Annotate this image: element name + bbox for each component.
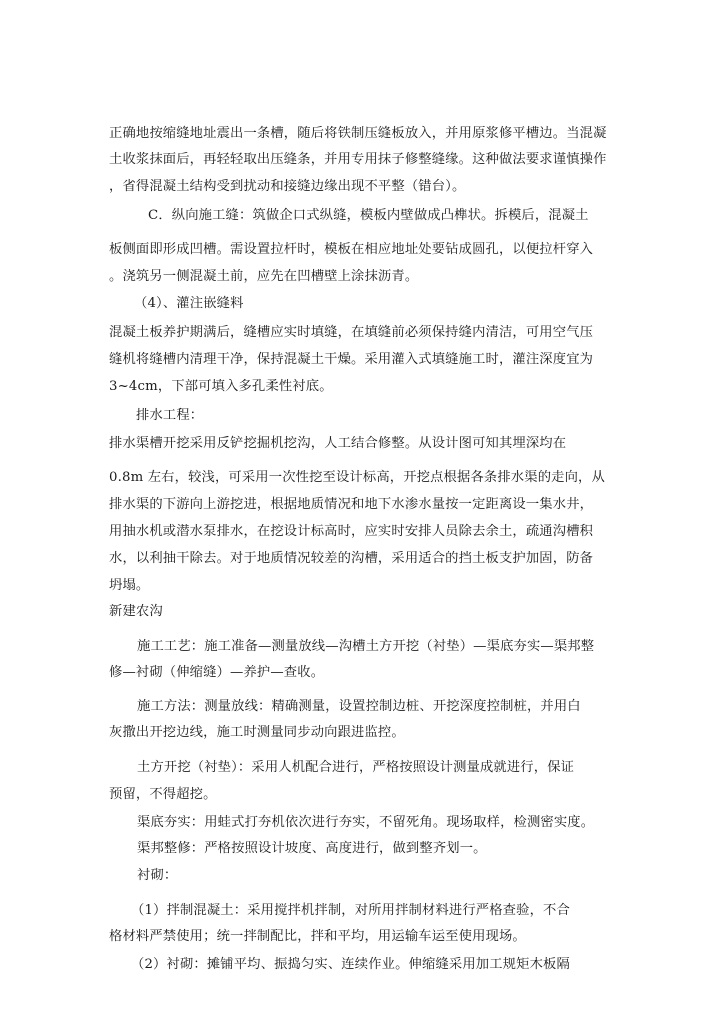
text-line: 渠底夯实：用蛙式打夯机依次进行夯实，不留死角。现场取样，检测密实度。: [137, 815, 595, 830]
text-line: 混凝土板养护期满后，缝槽应实时填缝，在填缝前必须保持缝内清洁，可用空气压: [109, 325, 594, 340]
text-line: 水，以利抽干除去。对于地质情况较差的沟槽，采用适合的挡土板支护加固，防备: [109, 551, 594, 566]
text-line: 0.8m 左右，较浅，可采用一次性挖至设计标高，开挖点根据各条排水渠的走向，从: [109, 470, 605, 485]
text-line: 排水渠的下游向上游挖进，根据地质情况和地下水渗水量按一定距离设一集水井，: [109, 497, 594, 512]
text-line: ，省得混凝土结构受到扰动和接缝边缘出现不平整（错台）。: [109, 179, 466, 194]
text-line: （2）衬砌：摊铺平均、振捣匀实、连续作业。伸缩缝采用加工规矩木板隔: [131, 957, 570, 972]
text-line: 坍塌。: [109, 578, 150, 593]
text-line: 用抽水机或潜水泵排水，在挖设计标高时，应实时安排人员除去余土，疏通沟槽积: [109, 524, 594, 539]
section-heading: 排水工程：: [136, 408, 204, 423]
text-line: 渠邦整修：严格按照设计坡度、高度进行，做到整齐划一。: [137, 841, 487, 856]
text-line: 修—衬砌（伸缩缝）—养护—查收。: [109, 665, 325, 680]
text-line: 板侧面即形成凹槽。需设置拉杆时，模板在相应地址处要钻成圆孔，以便拉杆穿入: [109, 242, 594, 257]
text-line: 土方开挖（衬垫）：采用人机配合进行，严格按照设计测量成就进行，保证: [137, 760, 575, 775]
text-line: 格材料严禁使用；统一拌制配比，拌和平均，用运输车运至使用现场。: [109, 929, 526, 944]
text-line: 正确地按缩缝地址震出一条槽，随后将铁制压缝板放入，并用原浆修平槽边。当混凝: [109, 126, 607, 141]
text-line: 排水渠槽开挖采用反铲挖掘机挖沟，人工结合修整。从设计图可知其埋深均在: [109, 436, 567, 451]
text-line: 土收浆抹面后，再轻轻取出压缝条，并用专用抹子修整缝缘。这种做法要求谨慎操作: [109, 152, 607, 167]
section-heading: （4）、灌注嵌缝料: [134, 296, 244, 311]
text-line: 缝机将缝槽内清理干净，保持混凝土干燥。采用灌入式填缝施工时，灌注深度宜为: [109, 352, 594, 367]
section-heading: 衬砌：: [137, 868, 178, 883]
text-line: 施工方法：测量放线：精确测量，设置控制边桩、开挖深度控制桩，并用白: [137, 699, 581, 714]
section-heading: 新建农沟: [109, 604, 163, 619]
text-line: （1）拌制混凝土：采用搅拌机拌制，对所用拌制材料进行严格查验，不合: [131, 903, 570, 918]
text-line: 灰撒出开挖边线，施工时测量同步动向跟进监控。: [109, 725, 405, 740]
text-line: C．纵向施工缝：筑做企口式纵缝，模板内壁做成凸榫状。拆模后，混凝土: [148, 208, 589, 223]
text-line: 3~4cm，下部可填入多孔柔性衬底。: [109, 379, 333, 394]
text-line: 预留，不得超挖。: [109, 787, 217, 802]
text-line: 施工工艺：施工准备—测量放线—沟槽土方开挖（衬垫）—渠底夯实—渠邦整: [137, 639, 595, 654]
text-line: 。浇筑另一侧混凝土前，应先在凹槽壁上涂抹沥青。: [109, 269, 419, 284]
